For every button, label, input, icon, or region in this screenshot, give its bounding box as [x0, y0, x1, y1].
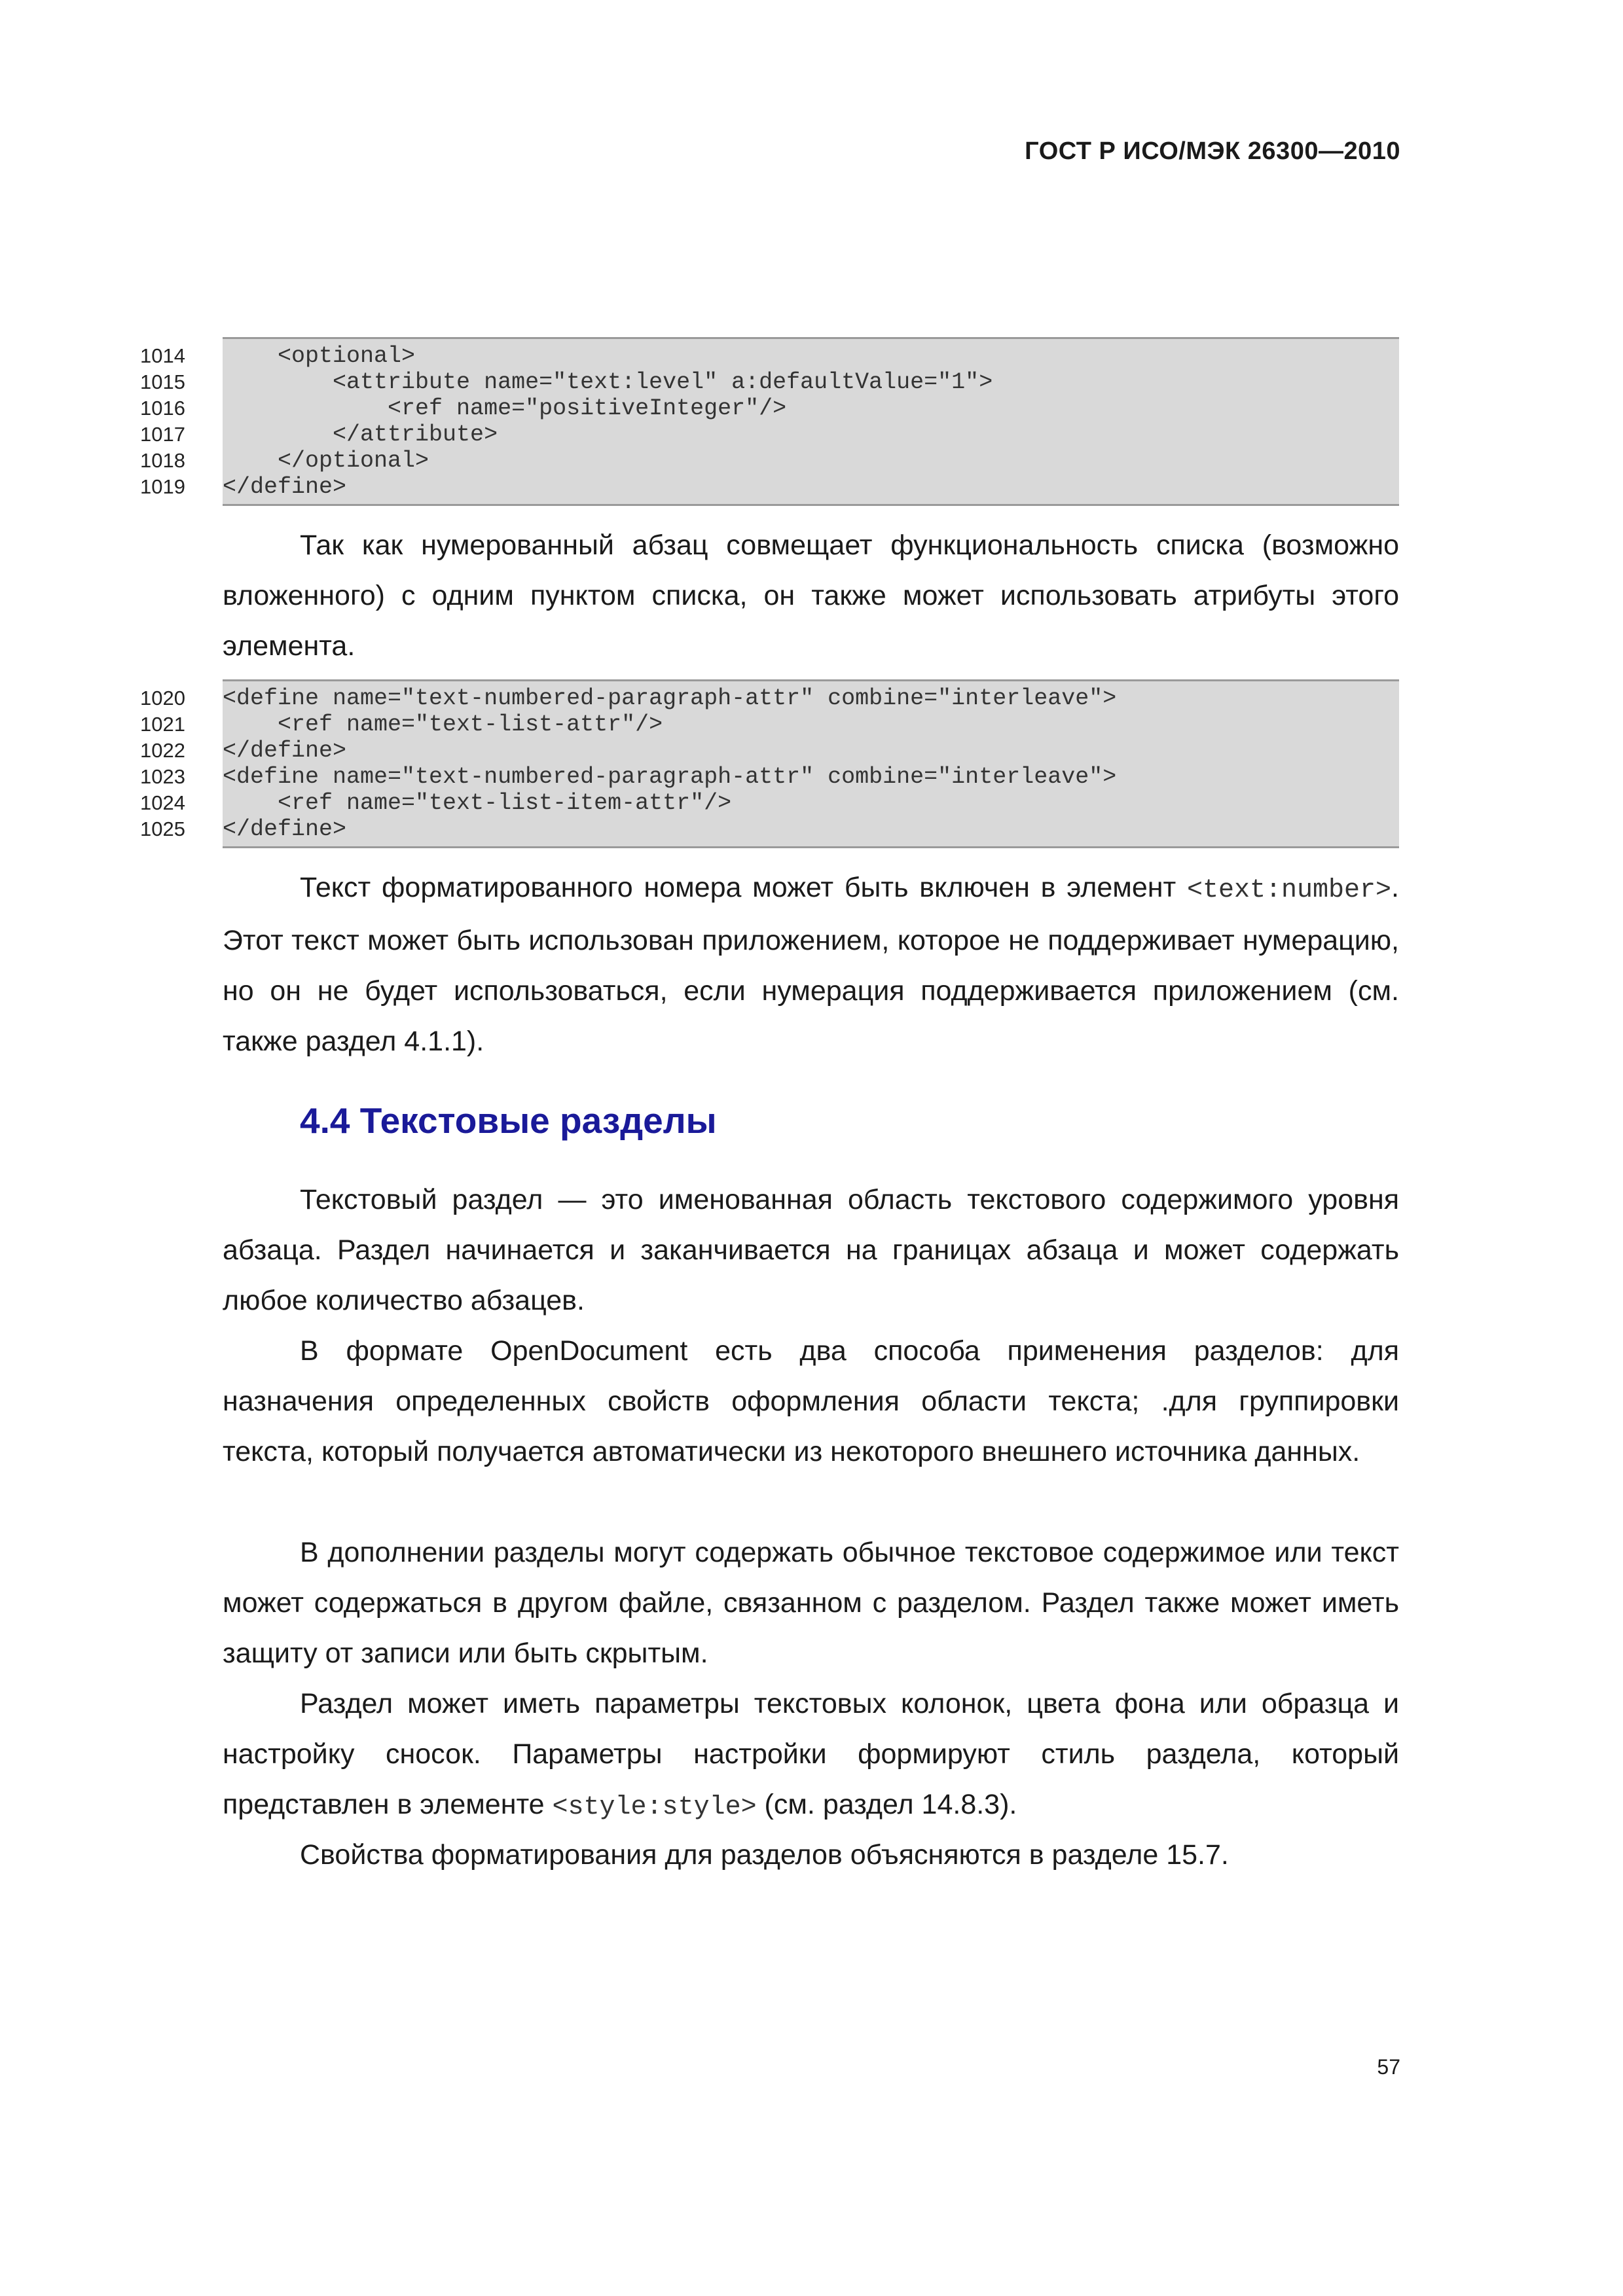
- line-number: 1022: [140, 739, 185, 762]
- code-text: </define>: [223, 816, 347, 842]
- code-line: [140, 711, 1399, 738]
- line-number: 1019: [140, 475, 185, 498]
- code-line: [140, 738, 1399, 764]
- line-number: 1017: [140, 423, 185, 446]
- line-number: 1024: [140, 791, 185, 814]
- page-number: 57: [1377, 2055, 1400, 2079]
- code-line: [140, 764, 1399, 790]
- paragraph-text: Раздел может иметь параметры текстовых колонок, цвета фона или образца и настройку сносок. Параметры настройки формируют стиль раздела, который представлен в элементе: [223, 1688, 1399, 1820]
- section-heading: 4.4 Текстовые разделы: [300, 1100, 717, 1141]
- code-text: <attribute name="text:level" a:defaultValue="1">: [223, 369, 993, 395]
- paragraph-text: (см. раздел 14.8.3).: [756, 1789, 1017, 1820]
- code-line: [140, 685, 1399, 711]
- paragraph-numbered-abzac: Так как нумерованный абзац совмещает функциональность списка (возможно вложенного) с одним пунктом списка, он также может использовать атрибуты этого элемента.: [223, 529, 1399, 662]
- code-text: <define name="text-numbered-paragraph-attr" combine="interleave">: [223, 685, 1117, 711]
- paragraph-section-content: В дополнении разделы могут содержать обычное текстовое содержимое или текст может содержаться в другом файле, связанном с разделом. Раздел также может иметь защиту от записи или быть скрытым.: [223, 1537, 1399, 1669]
- code-text: </optional>: [223, 448, 429, 474]
- paragraph-opendocument-methods: В формате OpenDocument есть два способа применения разделов: для назначения определенных свойств оформления области текста; .для группировки текста, который получается автоматически из некоторого внешнего источника данных.: [223, 1335, 1399, 1467]
- code-text: </define>: [223, 474, 347, 500]
- code-block-1: [140, 337, 1399, 506]
- code-line: [140, 790, 1399, 816]
- code-text: </define>: [223, 738, 347, 764]
- line-number: 1014: [140, 344, 185, 367]
- document-header: ГОСТ Р ИСО/МЭК 26300—2010: [1025, 137, 1400, 165]
- code-line: [140, 343, 1399, 369]
- code-line: [140, 448, 1399, 474]
- line-number: 1020: [140, 687, 185, 709]
- code-line: [140, 395, 1399, 422]
- code-text: <ref name="positiveInteger"/>: [223, 395, 787, 422]
- line-number: 1015: [140, 370, 185, 393]
- line-number: 1021: [140, 713, 185, 736]
- line-number: 1018: [140, 449, 185, 472]
- paragraph-section-params: [223, 1679, 1399, 1833]
- paragraph-text: Текст форматированного номера может быть включен в элемент: [300, 872, 1187, 903]
- paragraph-section-definition: Текстовый раздел — это именованная область текстового содержимого уровня абзаца. Раздел начинается и заканчивается на границах абзаца и может содержать любое количество абзацев.: [223, 1184, 1399, 1316]
- code-text: <define name="text-numbered-paragraph-attr" combine="interleave">: [223, 764, 1117, 790]
- paragraph-formatted-number: [223, 863, 1399, 1067]
- line-number: 1023: [140, 765, 185, 788]
- code-line: [140, 422, 1399, 448]
- paragraph-format-props: Свойства форматирования для разделов объясняются в разделе 15.7.: [300, 1839, 1229, 1871]
- code-line: [140, 369, 1399, 395]
- paragraph-text: . Этот текст может быть использован приложением, которое не поддерживает нумерацию, но он не будет использоваться, если нумерация поддерживается приложением (см. также раздел 4.1.1).: [223, 872, 1399, 1057]
- code-text: <optional>: [223, 343, 416, 369]
- code-line: [140, 474, 1399, 500]
- code-text: <ref name="text-list-item-attr"/>: [223, 790, 732, 816]
- code-line: [140, 816, 1399, 842]
- inline-code: <style:style>: [552, 1793, 757, 1822]
- code-block-2: [140, 679, 1399, 848]
- line-number: 1025: [140, 817, 185, 840]
- inline-code: <text:number>: [1186, 876, 1392, 905]
- line-number: 1016: [140, 397, 185, 420]
- code-text: <ref name="text-list-attr"/>: [223, 711, 663, 738]
- code-text: </attribute>: [223, 422, 498, 448]
